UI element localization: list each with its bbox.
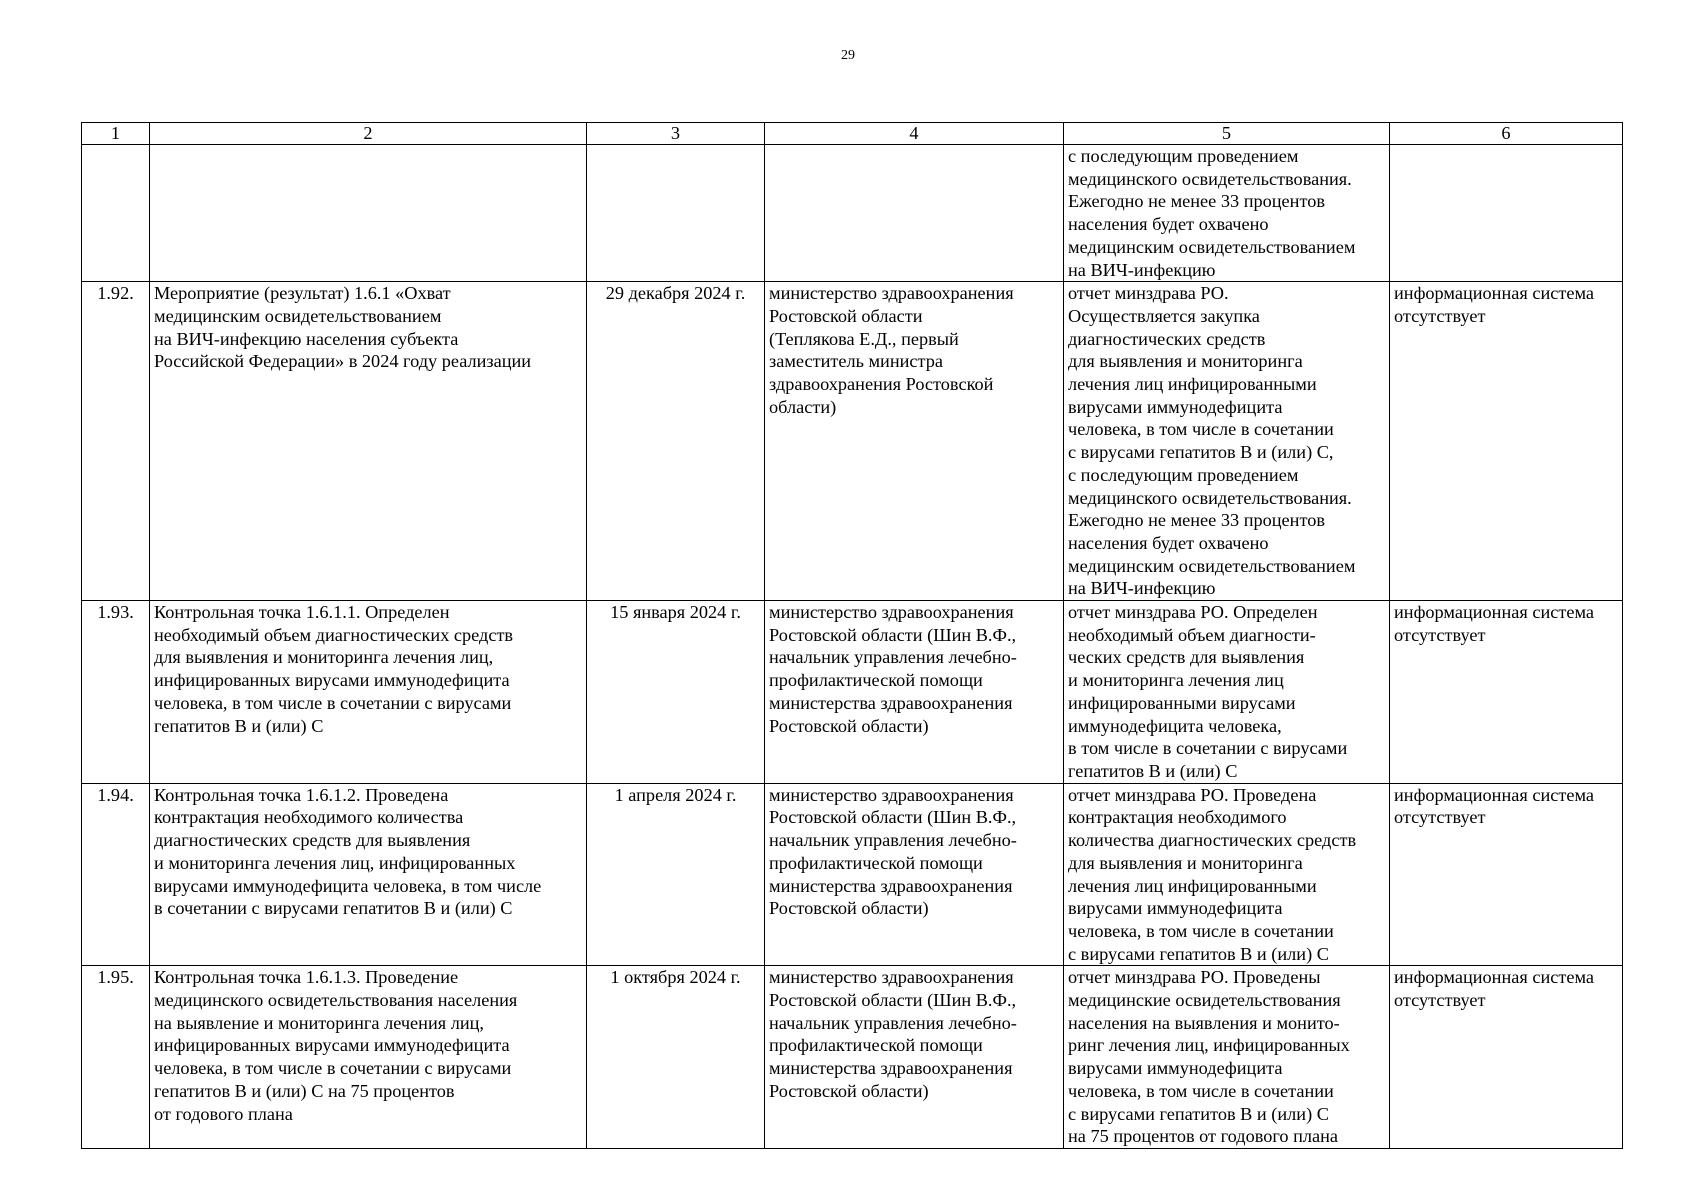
cell-text-line: (Теплякова Е.Д., первый [769,328,959,349]
cell-text-line: на выявление и мониторинга лечения лиц, [154,1012,484,1033]
cell-text-line: в сочетании с вирусами гепатитов В и (или) С [154,898,513,919]
cell-text-line: в том числе в сочетании с вирусами [1068,738,1348,759]
result-cell [1064,966,1390,1149]
cell-text-line: профилактической помощи [769,670,983,691]
cell-text-line: инфицированными вирусами [1068,692,1296,713]
cell-text-line: на ВИЧ-инфекцию [1068,578,1216,599]
cell-text-line: диагностических средств для выявления [154,830,471,851]
cell-text-line: отчет минздрава РО. [1068,283,1229,304]
cell-text-line: информационная система [1394,784,1595,805]
col-header-4: 4 [765,123,1064,145]
cell-text-line: лечения лиц инфицированными [1068,374,1317,395]
measure-cell [150,601,587,784]
cell-text-line: ринг лечения лиц, инфицированных [1068,1035,1350,1056]
col-header-3: 3 [587,123,765,145]
cell-text-line: Ростовской области (Шин В.Ф., [769,807,1017,828]
cell-text-line: области) [769,396,837,417]
cell-text-line: контрактация необходимого [1068,807,1287,828]
cell-text-line: населения будет охвачено [1068,214,1269,235]
cell-text-line: на ВИЧ-инфекцию [1068,259,1216,280]
cell-text-line: информационная система [1394,602,1595,623]
cell-text-line: Ежегодно не менее 33 процентов [1068,510,1325,531]
measure-cell [150,282,587,601]
info-system-cell [1390,783,1623,966]
col-header-6: 6 [1390,123,1623,145]
col-header-1: 1 [82,123,150,145]
cell-text-line: профилактической помощи [769,852,983,873]
cell-text-line: Контрольная точка 1.6.1.2. Проведена [154,784,449,805]
cell-text-line: министерства здравоохранения [769,875,1013,896]
cell-text-line: министерства здравоохранения [769,692,1013,713]
result-cell [1064,145,1390,282]
cell-text-line: и мониторинга лечения лиц, инфицированных [154,852,516,873]
cell-text-line: здравоохранения Ростовской [769,374,994,395]
result-cell [1064,282,1390,601]
page-number: 29 [841,48,855,63]
cell-text-line: с вирусами гепатитов В и (или) С, [1068,442,1334,463]
cell-text-line: Ростовской области) [769,1080,929,1101]
measure-cell [150,145,587,282]
row-number-cell: 1.94. [82,783,150,966]
cell-text-line: медицинские освидетельствования [1068,990,1341,1011]
info-system-cell [1390,966,1623,1149]
cell-text-line: контрактация необходимого количества [154,807,464,828]
deadline-cell [587,145,765,282]
cell-text-line: гепатитов В и (или) С на 75 процентов [154,1080,455,1101]
cell-text-line: Ростовской области (Шин В.Ф., [769,624,1017,645]
cell-text-line: Контрольная точка 1.6.1.3. Проведение [154,967,459,988]
cell-text-line: человека, в том числе в сочетании [1068,419,1334,440]
cell-text-line: лечения лиц инфицированными [1068,875,1317,896]
col-header-2: 2 [150,123,587,145]
cell-text-line: с вирусами гепатитов В и (или) С [1068,943,1329,964]
table-row [82,282,1623,601]
cell-text-line: для выявления и мониторинга лечения лиц, [154,647,494,668]
cell-text-line: начальник управления лечебно- [769,830,1017,851]
cell-text-line: населения будет охвачено [1068,532,1269,553]
cell-text-line: с вирусами гепатитов В и (или) С [1068,1103,1329,1124]
cell-text-line: ческих средств для выявления [1068,647,1305,668]
cell-text-line: для выявления и мониторинга [1068,852,1303,873]
cell-text-line: инфицированных вирусами иммунодефицита [154,670,510,691]
cell-text-line: гепатитов В и (или) С [1068,760,1238,781]
deadline-cell: 29 декабря 2024 г. [587,282,765,601]
cell-text-line: Осуществляется закупка [1068,305,1260,326]
responsible-cell [765,282,1064,601]
responsible-cell [765,601,1064,784]
result-cell [1064,601,1390,784]
plan-table [81,122,1623,1149]
cell-text-line: необходимый объем диагности- [1068,624,1316,645]
cell-text-line: диагностических средств [1068,328,1266,349]
cell-text-line: отчет минздрава РО. Проведены [1068,967,1321,988]
responsible-cell [765,145,1064,282]
cell-text-line: медицинским освидетельствованием [1068,555,1356,576]
row-number-cell: 1.93. [82,601,150,784]
cell-text-line: вирусами иммунодефицита [1068,898,1283,919]
info-system-cell [1390,145,1623,282]
cell-text-line: Ростовской области) [769,715,929,736]
cell-text-line: министерства здравоохранения [769,1058,1013,1079]
cell-text-line: медицинским освидетельствованием [154,305,442,326]
cell-text-line: отсутствует [1394,305,1486,326]
measure-cell [150,966,587,1149]
cell-text-line: медицинского освидетельствования. [1068,168,1352,189]
info-system-cell [1390,601,1623,784]
row-number-cell: 1.92. [82,282,150,601]
cell-text-line: инфицированных вирусами иммунодефицита [154,1035,510,1056]
header-row [82,123,1623,145]
cell-text-line: информационная система [1394,967,1595,988]
cell-text-line: гепатитов В и (или) С [154,715,324,736]
cell-text-line: отчет минздрава РО. Определен [1068,602,1318,623]
cell-text-line: министерство здравоохранения [769,784,1014,805]
cell-text-line: с последующим проведением [1068,146,1299,166]
result-cell [1064,783,1390,966]
cell-text-line: человека, в том числе в сочетании с вирусами [154,692,512,713]
cell-text-line: человека, в том числе в сочетании [1068,1080,1334,1101]
cell-text-line: на ВИЧ-инфекцию населения субъекта [154,328,459,349]
cell-text-line: начальник управления лечебно- [769,1012,1017,1033]
table-row [82,966,1623,1149]
cell-text-line: заместитель министра [769,351,943,372]
cell-text-line: вирусами иммунодефицита [1068,396,1283,417]
cell-text-line: министерство здравоохранения [769,283,1014,304]
responsible-cell [765,966,1064,1149]
col-header-5: 5 [1064,123,1390,145]
cell-text-line: Ростовской области) [769,898,929,919]
cell-text-line: на 75 процентов от годового плана [1068,1126,1339,1147]
cell-text-line: и мониторинга лечения лиц [1068,670,1284,691]
cell-text-line: отсутствует [1394,624,1486,645]
table-row [82,783,1623,966]
deadline-cell: 1 апреля 2024 г. [587,783,765,966]
cell-text-line: вирусами иммунодефицита человека, в том числе [154,875,542,896]
cell-text-line: отчет минздрава РО. Проведена [1068,784,1317,805]
deadline-cell: 15 января 2024 г. [587,601,765,784]
cell-text-line: с последующим проведением [1068,464,1299,485]
deadline-cell: 1 октября 2024 г. [587,966,765,1149]
responsible-cell [765,783,1064,966]
cell-text-line: начальник управления лечебно- [769,647,1017,668]
cell-text-line: человека, в том числе в сочетании с вирусами [154,1058,512,1079]
cell-text-line: медицинского освидетельствования. [1068,487,1352,508]
cell-text-line: министерство здравоохранения [769,967,1014,988]
table-row [82,145,1623,282]
cell-text-line: профилактической помощи [769,1035,983,1056]
cell-text-line: вирусами иммунодефицита [1068,1058,1283,1079]
cell-text-line: Ежегодно не менее 33 процентов [1068,191,1325,212]
cell-text-line: от годового плана [154,1103,293,1124]
cell-text-line: человека, в том числе в сочетании [1068,920,1334,941]
cell-text-line: населения на выявления и монито- [1068,1012,1340,1033]
cell-text-line: Российской Федерации» в 2024 году реализации [154,351,532,372]
cell-text-line: отсутствует [1394,807,1486,828]
cell-text-line: министерство здравоохранения [769,602,1014,623]
row-number-cell: 1.95. [82,966,150,1149]
table-row [82,601,1623,784]
info-system-cell [1390,282,1623,601]
cell-text-line: Контрольная точка 1.6.1.1. Определен [154,602,450,623]
measure-cell [150,783,587,966]
cell-text-line: Ростовской области [769,305,923,326]
cell-text-line: для выявления и мониторинга [1068,351,1303,372]
cell-text-line: отсутствует [1394,990,1486,1011]
cell-text-line: медицинского освидетельствования населения [154,990,518,1011]
row-number-cell [82,145,150,282]
cell-text-line: информационная система [1394,283,1595,304]
cell-text-line: Мероприятие (результат) 1.6.1 «Охват [154,283,451,304]
cell-text-line: медицинским освидетельствованием [1068,236,1356,257]
cell-text-line: Ростовской области (Шин В.Ф., [769,990,1017,1011]
cell-text-line: количества диагностических средств [1068,830,1357,851]
cell-text-line: иммунодефицита человека, [1068,715,1282,736]
cell-text-line: необходимый объем диагностических средств [154,624,514,645]
